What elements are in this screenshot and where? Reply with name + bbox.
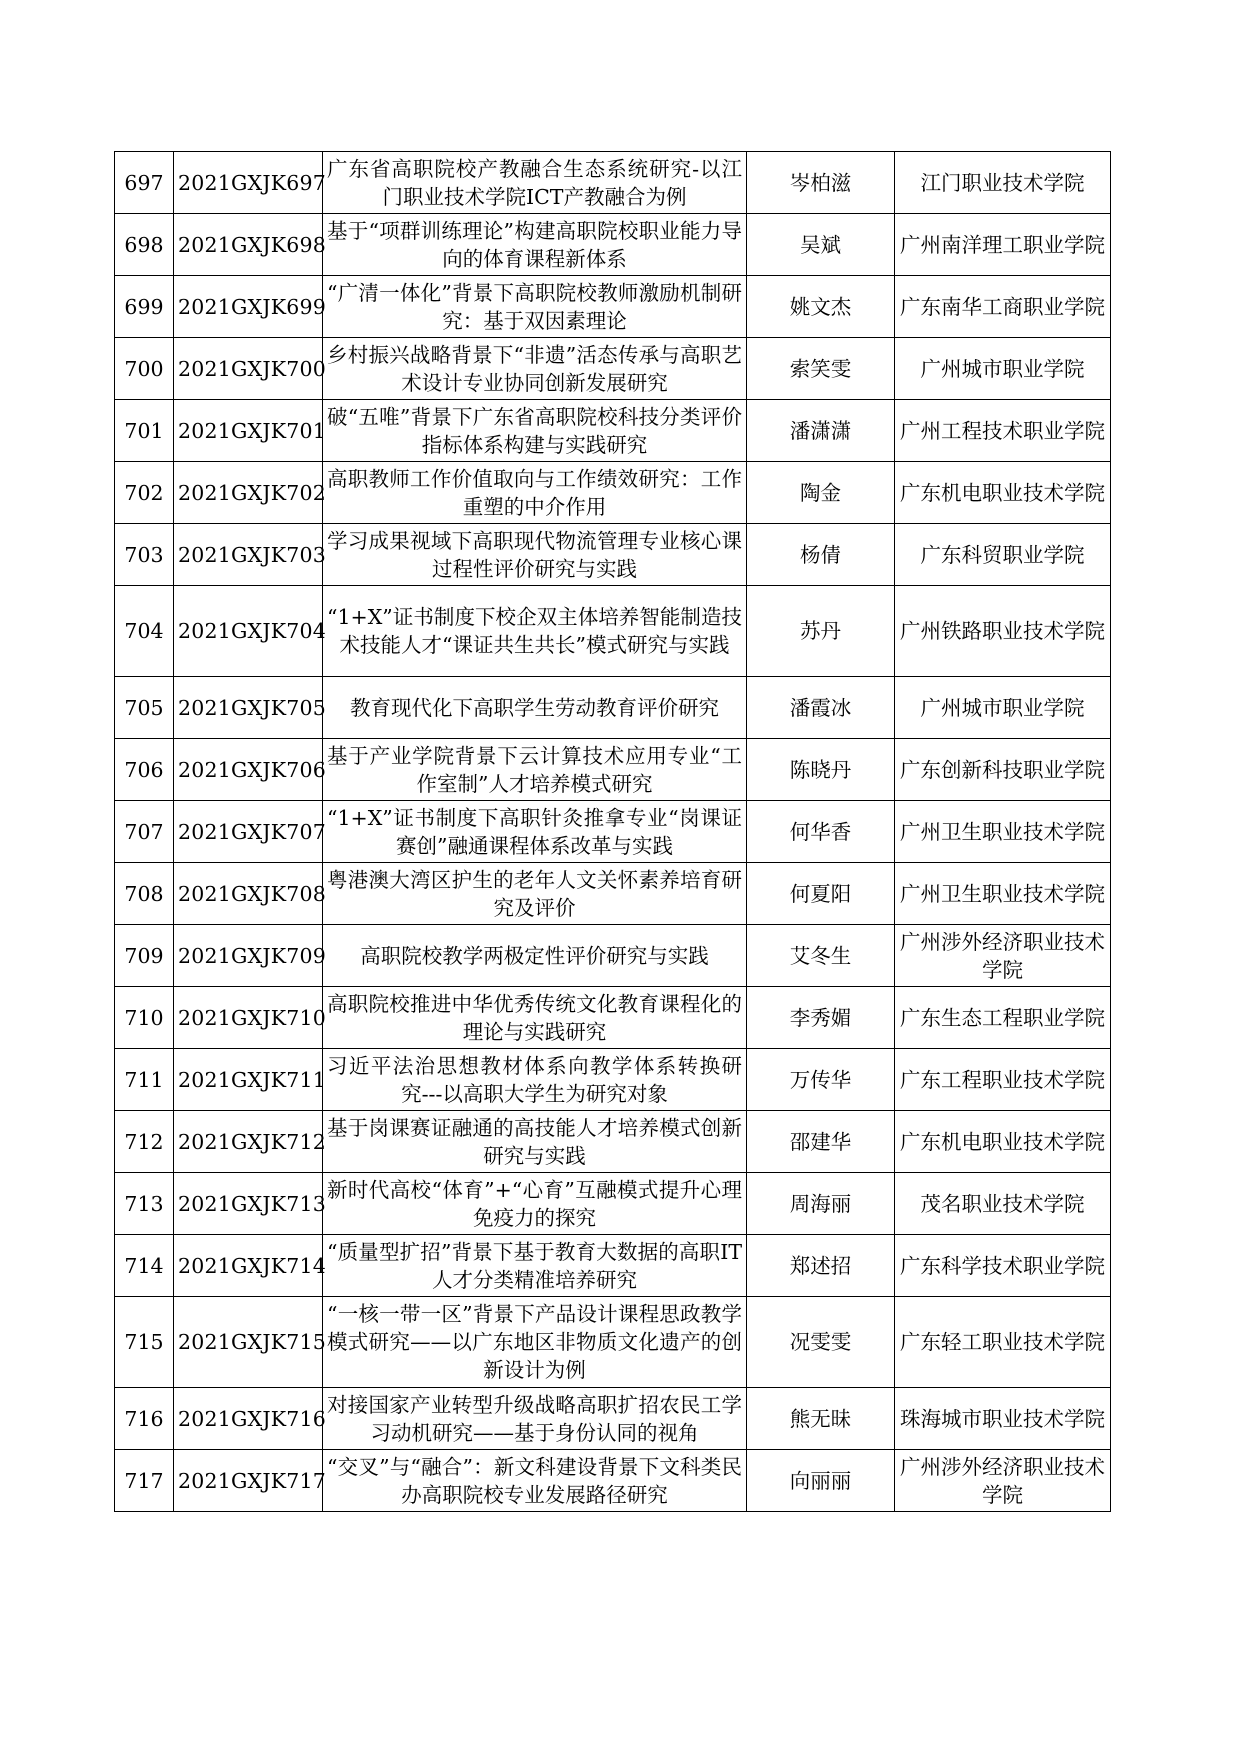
institution-name: 广东生态工程职业学院 <box>895 987 1111 1049</box>
row-number: 717 <box>115 1450 174 1512</box>
row-number: 714 <box>115 1235 174 1297</box>
row-number: 699 <box>115 276 174 338</box>
institution-name: 广州涉外经济职业技术学院 <box>895 1450 1111 1512</box>
table-row <box>115 524 1111 586</box>
applicant-name: 熊无昧 <box>747 1388 895 1450</box>
institution-name: 广东机电职业技术学院 <box>895 1111 1111 1173</box>
row-number: 697 <box>115 152 174 214</box>
table-row <box>115 925 1111 987</box>
table-row <box>115 586 1111 677</box>
project-title: “交叉”与“融合”：新文科建设背景下文科类民办高职院校专业发展路径研究 <box>323 1450 747 1512</box>
project-title: 学习成果视域下高职现代物流管理专业核心课过程性评价研究与实践 <box>323 524 747 586</box>
project-code: 2021GXJK716 <box>174 1388 323 1450</box>
institution-name: 广东南华工商职业学院 <box>895 276 1111 338</box>
project-title: 粤港澳大湾区护生的老年人文关怀素养培育研究及评价 <box>323 863 747 925</box>
institution-name: 广东机电职业技术学院 <box>895 462 1111 524</box>
project-title: 高职院校教学两极定性评价研究与实践 <box>323 925 747 987</box>
table-row <box>115 677 1111 739</box>
applicant-name: 何华香 <box>747 801 895 863</box>
applicant-name: 索笑雯 <box>747 338 895 400</box>
table-row <box>115 338 1111 400</box>
applicant-name: 邵建华 <box>747 1111 895 1173</box>
project-title: 高职教师工作价值取向与工作绩效研究：工作重塑的中介作用 <box>323 462 747 524</box>
project-title: 基于产业学院背景下云计算技术应用专业“工作室制”人才培养模式研究 <box>323 739 747 801</box>
project-code: 2021GXJK703 <box>174 524 323 586</box>
applicant-name: 周海丽 <box>747 1173 895 1235</box>
table-row <box>115 1297 1111 1388</box>
institution-name: 广东科学技术职业学院 <box>895 1235 1111 1297</box>
project-code: 2021GXJK717 <box>174 1450 323 1512</box>
row-number: 705 <box>115 677 174 739</box>
project-title: 基于岗课赛证融通的高技能人才培养模式创新研究与实践 <box>323 1111 747 1173</box>
project-code: 2021GXJK714 <box>174 1235 323 1297</box>
table-row <box>115 152 1111 214</box>
table-row <box>115 1049 1111 1111</box>
project-title: 习近平法治思想教材体系向教学体系转换研究---以高职大学生为研究对象 <box>323 1049 747 1111</box>
project-code: 2021GXJK708 <box>174 863 323 925</box>
project-code: 2021GXJK704 <box>174 586 323 677</box>
row-number: 713 <box>115 1173 174 1235</box>
institution-name: 广州卫生职业技术学院 <box>895 863 1111 925</box>
project-code: 2021GXJK710 <box>174 987 323 1049</box>
table-row <box>115 1111 1111 1173</box>
project-title: “质量型扩招”背景下基于教育大数据的高职IT人才分类精准培养研究 <box>323 1235 747 1297</box>
project-code: 2021GXJK713 <box>174 1173 323 1235</box>
project-code: 2021GXJK707 <box>174 801 323 863</box>
project-title: “1+X”证书制度下高职针灸推拿专业“岗课证赛创”融通课程体系改革与实践 <box>323 801 747 863</box>
table-row <box>115 1173 1111 1235</box>
applicant-name: 郑述招 <box>747 1235 895 1297</box>
institution-name: 广东工程职业技术学院 <box>895 1049 1111 1111</box>
project-title: 对接国家产业转型升级战略高职扩招农民工学习动机研究——基于身份认同的视角 <box>323 1388 747 1450</box>
project-code: 2021GXJK698 <box>174 214 323 276</box>
table-row <box>115 739 1111 801</box>
institution-name: 广东创新科技职业学院 <box>895 739 1111 801</box>
project-title: 高职院校推进中华优秀传统文化教育课程化的理论与实践研究 <box>323 987 747 1049</box>
row-number: 708 <box>115 863 174 925</box>
institution-name: 广州铁路职业技术学院 <box>895 586 1111 677</box>
project-code: 2021GXJK709 <box>174 925 323 987</box>
row-number: 698 <box>115 214 174 276</box>
applicant-name: 向丽丽 <box>747 1450 895 1512</box>
table-body <box>115 152 1111 1512</box>
institution-name: 广东轻工职业技术学院 <box>895 1297 1111 1388</box>
applicant-name: 姚文杰 <box>747 276 895 338</box>
row-number: 702 <box>115 462 174 524</box>
applicant-name: 潘潇潇 <box>747 400 895 462</box>
project-table <box>114 151 1111 1512</box>
applicant-name: 岑柏滋 <box>747 152 895 214</box>
project-code: 2021GXJK699 <box>174 276 323 338</box>
applicant-name: 何夏阳 <box>747 863 895 925</box>
row-number: 704 <box>115 586 174 677</box>
table-row <box>115 400 1111 462</box>
institution-name: 广州涉外经济职业技术学院 <box>895 925 1111 987</box>
project-title: “一核一带一区”背景下产品设计课程思政教学模式研究——以广东地区非物质文化遗产的创新设计为例 <box>323 1297 747 1388</box>
institution-name: 广州南洋理工职业学院 <box>895 214 1111 276</box>
applicant-name: 陈晓丹 <box>747 739 895 801</box>
table-row <box>115 987 1111 1049</box>
row-number: 700 <box>115 338 174 400</box>
project-code: 2021GXJK701 <box>174 400 323 462</box>
applicant-name: 艾冬生 <box>747 925 895 987</box>
table-row <box>115 1450 1111 1512</box>
project-title: 新时代高校“体育”+“心育”互融模式提升心理免疫力的探究 <box>323 1173 747 1235</box>
project-code: 2021GXJK697 <box>174 152 323 214</box>
row-number: 703 <box>115 524 174 586</box>
table-row <box>115 462 1111 524</box>
applicant-name: 杨倩 <box>747 524 895 586</box>
applicant-name: 潘霞冰 <box>747 677 895 739</box>
institution-name: 广东科贸职业学院 <box>895 524 1111 586</box>
applicant-name: 况雯雯 <box>747 1297 895 1388</box>
institution-name: 广州城市职业学院 <box>895 338 1111 400</box>
applicant-name: 陶金 <box>747 462 895 524</box>
row-number: 712 <box>115 1111 174 1173</box>
institution-name: 广州城市职业学院 <box>895 677 1111 739</box>
project-title: “1+X”证书制度下校企双主体培养智能制造技术技能人才“课证共生共长”模式研究与实践 <box>323 586 747 677</box>
row-number: 706 <box>115 739 174 801</box>
project-code: 2021GXJK705 <box>174 677 323 739</box>
row-number: 701 <box>115 400 174 462</box>
row-number: 711 <box>115 1049 174 1111</box>
project-title: 破“五唯”背景下广东省高职院校科技分类评价指标体系构建与实践研究 <box>323 400 747 462</box>
row-number: 707 <box>115 801 174 863</box>
project-code: 2021GXJK711 <box>174 1049 323 1111</box>
project-code: 2021GXJK700 <box>174 338 323 400</box>
institution-name: 广州工程技术职业学院 <box>895 400 1111 462</box>
row-number: 716 <box>115 1388 174 1450</box>
row-number: 709 <box>115 925 174 987</box>
table-row <box>115 801 1111 863</box>
project-code: 2021GXJK702 <box>174 462 323 524</box>
project-title: 广东省高职院校产教融合生态系统研究-以江门职业技术学院ICT产教融合为例 <box>323 152 747 214</box>
institution-name: 广州卫生职业技术学院 <box>895 801 1111 863</box>
institution-name: 茂名职业技术学院 <box>895 1173 1111 1235</box>
applicant-name: 吴斌 <box>747 214 895 276</box>
applicant-name: 苏丹 <box>747 586 895 677</box>
project-title: 基于“项群训练理论”构建高职院校职业能力导向的体育课程新体系 <box>323 214 747 276</box>
institution-name: 珠海城市职业技术学院 <box>895 1388 1111 1450</box>
project-code: 2021GXJK715 <box>174 1297 323 1388</box>
table-row <box>115 863 1111 925</box>
table-row <box>115 276 1111 338</box>
institution-name: 江门职业技术学院 <box>895 152 1111 214</box>
project-title: “广清一体化”背景下高职院校教师激励机制研究：基于双因素理论 <box>323 276 747 338</box>
project-title: 教育现代化下高职学生劳动教育评价研究 <box>323 677 747 739</box>
applicant-name: 万传华 <box>747 1049 895 1111</box>
project-title: 乡村振兴战略背景下“非遗”活态传承与高职艺术设计专业协同创新发展研究 <box>323 338 747 400</box>
row-number: 715 <box>115 1297 174 1388</box>
table-row <box>115 1388 1111 1450</box>
project-code: 2021GXJK706 <box>174 739 323 801</box>
table-row <box>115 1235 1111 1297</box>
table-row <box>115 214 1111 276</box>
applicant-name: 李秀媚 <box>747 987 895 1049</box>
row-number: 710 <box>115 987 174 1049</box>
project-code: 2021GXJK712 <box>174 1111 323 1173</box>
